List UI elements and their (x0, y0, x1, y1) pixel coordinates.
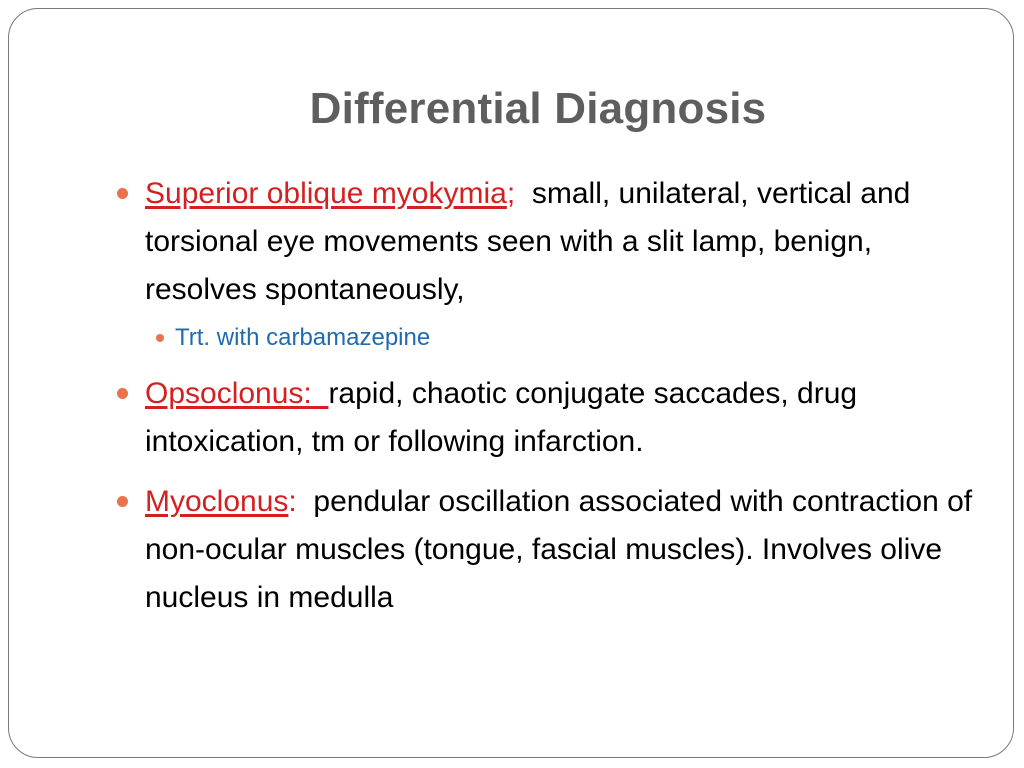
bullet-list (117, 170, 981, 634)
sub-bullet-item (117, 320, 977, 356)
bullet-term: Myoclonus (145, 485, 289, 518)
bullet-text: rapid, chaotic conjugate saccades, drug intoxication, tm or following infarction. (145, 377, 858, 458)
bullet-item-superior-oblique-myokymia (117, 170, 977, 314)
bullet-item-opsoclonus (117, 370, 977, 466)
bullet-dot-icon (117, 188, 128, 199)
sub-bullet-dot-icon (156, 334, 164, 342)
bullet-term: Superior oblique myokymia (145, 177, 507, 210)
bullet-text: pendular oscillation associated with contraction of non-ocular muscles (tongue, fascial muscles). Involves olive nucleus in medulla (145, 485, 981, 614)
bullet-text: small, unilateral, vertical and torsional eye movements seen with a slit lamp, benign, resolves spontaneously, (145, 177, 919, 306)
bullet-dot-icon (117, 388, 128, 399)
sub-bullet-text: Trt. with carbamazepine (175, 324, 431, 351)
slide-title: Differential Diagnosis (309, 84, 767, 133)
bullet-separator: ; (506, 177, 516, 210)
bullet-term: Opsoclonus: (145, 377, 329, 410)
bullet-separator: : (288, 485, 297, 518)
bullet-item-myoclonus (117, 478, 981, 622)
bullet-dot-icon (117, 496, 128, 507)
